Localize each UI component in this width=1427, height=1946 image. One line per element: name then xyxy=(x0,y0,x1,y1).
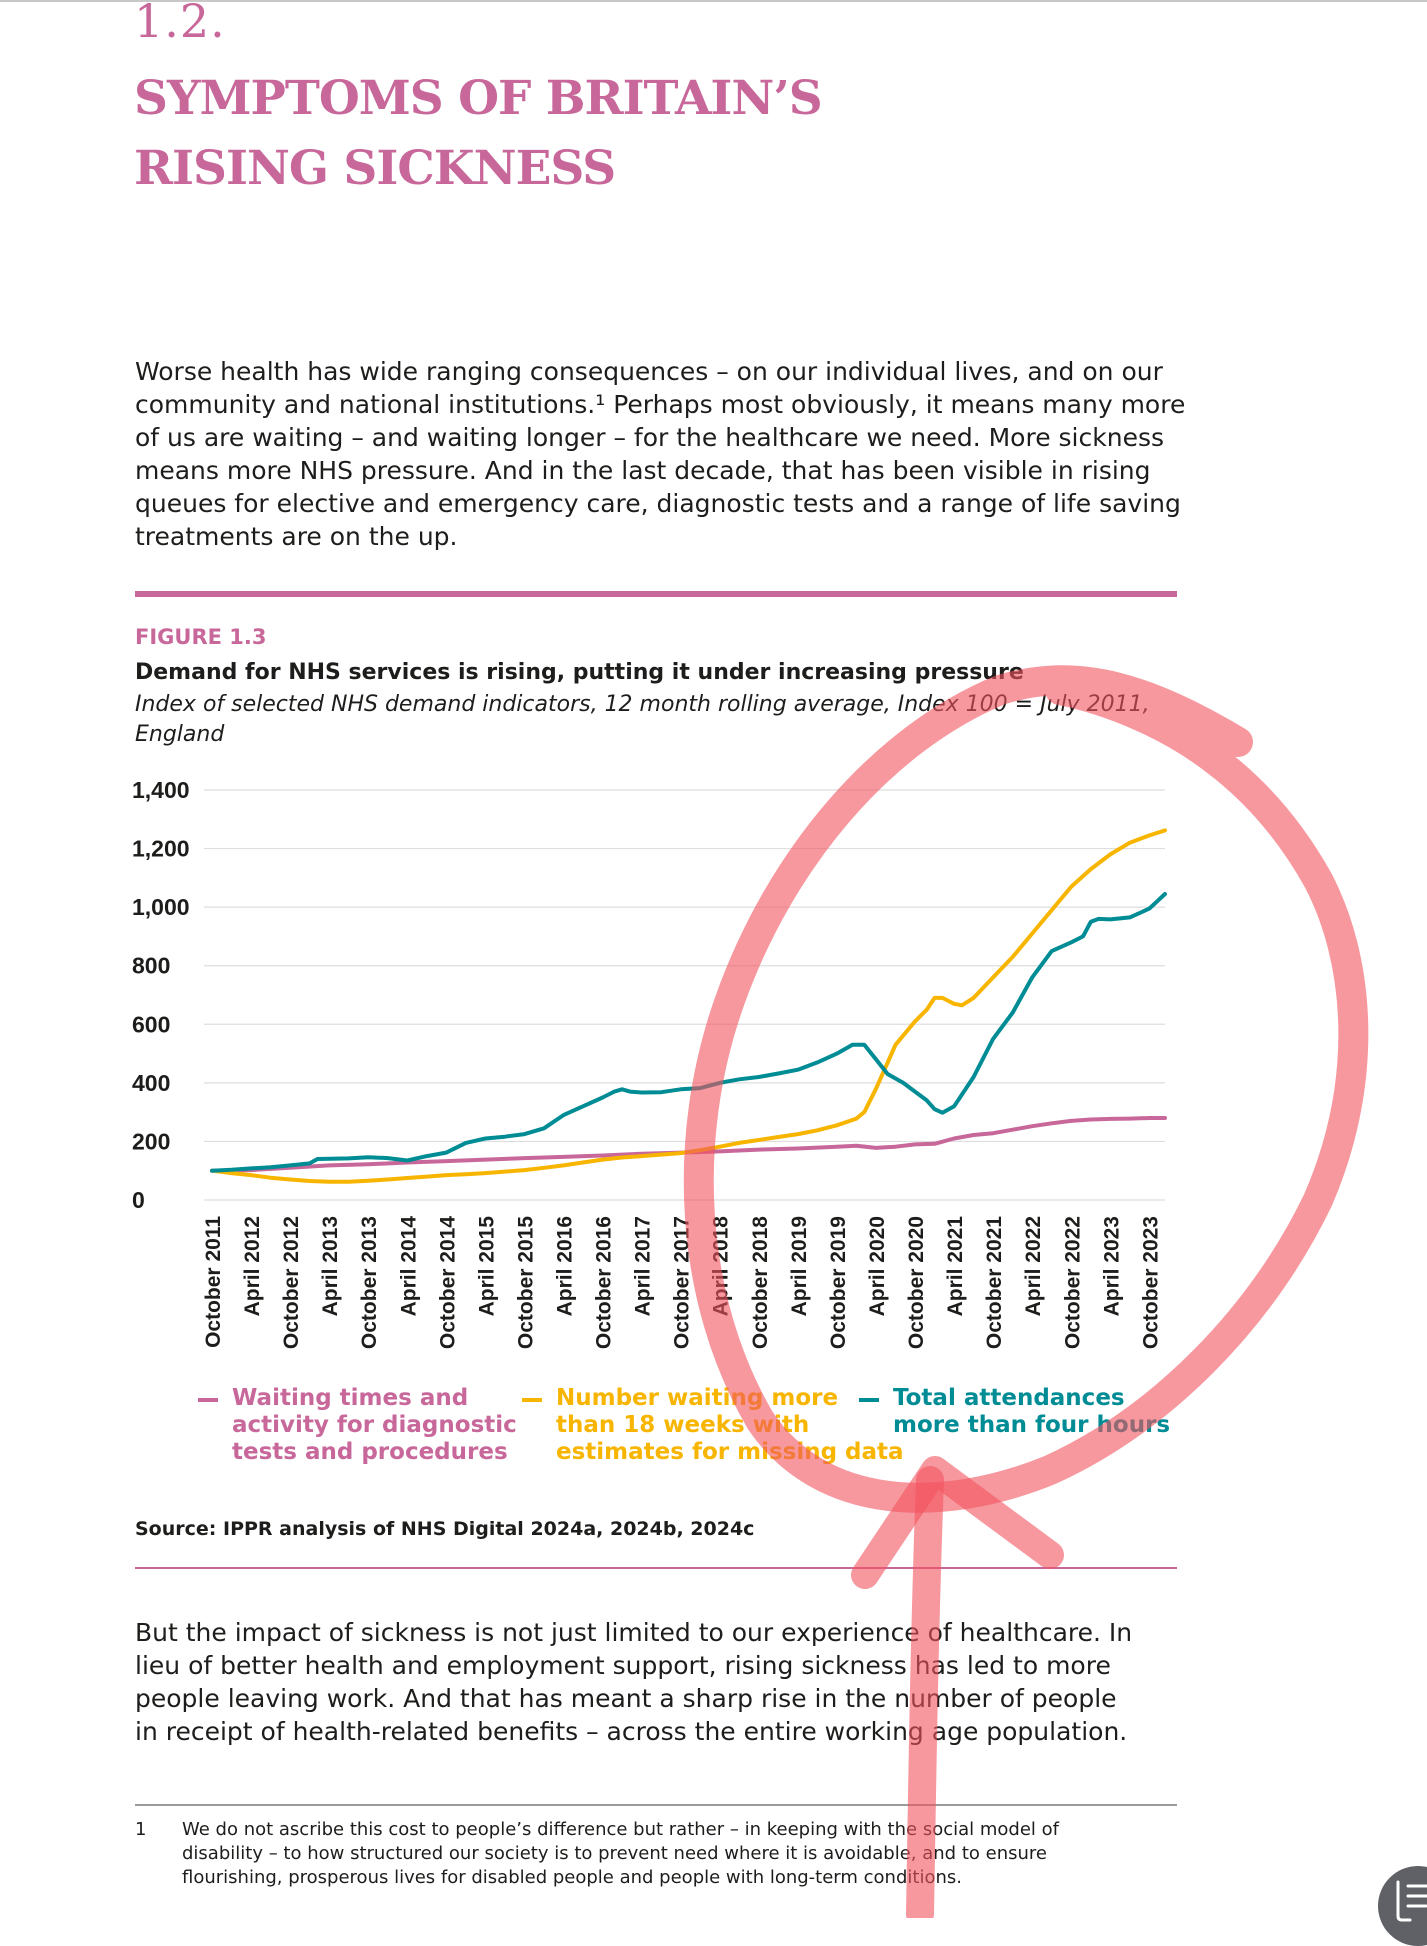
legend-text: Waiting times and xyxy=(232,1385,469,1411)
y-tick-label: 400 xyxy=(132,1069,171,1096)
intro-line: treatments are on the up. xyxy=(135,522,458,551)
section-title xyxy=(134,64,822,204)
legend-text: than 18 weeks with xyxy=(556,1412,810,1438)
x-tick-label: October 2011 xyxy=(202,1216,225,1348)
y-tick-label: 200 xyxy=(132,1128,171,1155)
figure-subtitle-line: Index of selected NHS demand indicators, 12 month rolling average, Index 100 = July 2011, xyxy=(135,692,1150,717)
y-tick-label: 600 xyxy=(132,1011,171,1038)
x-tick-label: April 2020 xyxy=(865,1216,889,1317)
footnote-line: flourishing, prosperous lives for disabled people and people with long-term conditions. xyxy=(182,1867,962,1888)
footnote-line: disability – to how structured our society is to prevent need where it is avoidable, and to ensure xyxy=(182,1843,1047,1864)
x-tick-label: October 2022 xyxy=(1061,1216,1085,1350)
section-number: 1.2. xyxy=(134,0,226,48)
legend-text: more than four hours xyxy=(893,1412,1171,1438)
x-tick-label: April 2019 xyxy=(787,1216,811,1317)
annotation-arrow-head xyxy=(865,1470,1050,1575)
outro-line: in receipt of health-related benefits – across the entire working age population. xyxy=(135,1717,1128,1746)
legend-text: Total attendances xyxy=(893,1385,1125,1411)
intro-line: queues for elective and emergency care, diagnostic tests and a range of life saving xyxy=(135,489,1181,518)
y-tick-label: 0 xyxy=(132,1187,145,1213)
list-icon xyxy=(1390,1876,1427,1926)
outro-line: people leaving work. And that has meant a sharp rise in the number of people xyxy=(135,1684,1117,1713)
figure-top-rule xyxy=(135,591,1177,597)
y-tick-label: 800 xyxy=(132,952,171,979)
legend-swatch-diagnostic xyxy=(198,1398,218,1402)
section-title-line-2: RISING SICKNESS xyxy=(134,141,616,196)
intro-line: Worse health has wide ranging consequences – on our individual lives, and on our xyxy=(135,357,1163,386)
floating-menu-button[interactable] xyxy=(1378,1866,1427,1946)
x-tick-label: October 2018 xyxy=(748,1216,772,1350)
intro-line: of us are waiting – and waiting longer – for the healthcare we need. More sickness xyxy=(135,423,1165,452)
x-tick-label: October 2012 xyxy=(280,1216,304,1350)
x-tick-label: October 2020 xyxy=(905,1216,929,1350)
x-tick-label: October 2021 xyxy=(983,1216,1007,1350)
legend-swatch-attendances xyxy=(859,1398,879,1402)
x-tick-label: April 2022 xyxy=(1022,1216,1046,1317)
x-tick-label: October 2015 xyxy=(514,1216,538,1350)
intro-line: means more NHS pressure. And in the last decade, that has been visible in rising xyxy=(135,456,1151,485)
x-tick-label: October 2014 xyxy=(436,1216,460,1350)
legend-text: estimates for missing data xyxy=(556,1439,904,1465)
figure-subtitle xyxy=(135,690,1150,750)
outro-paragraph xyxy=(135,1616,1132,1748)
x-tick-label: April 2012 xyxy=(241,1216,265,1317)
series-line-diagnostic xyxy=(212,1118,1165,1171)
footnote-rule xyxy=(135,1804,1177,1806)
x-tick-label: April 2017 xyxy=(631,1216,655,1317)
legend-text: activity for diagnostic xyxy=(232,1412,517,1438)
intro-paragraph xyxy=(135,355,1185,553)
intro-line: community and national institutions.¹ Perhaps most obviously, it means many more xyxy=(135,390,1186,419)
footnote-line: We do not ascribe this cost to people’s difference but rather – in keeping with the social model of xyxy=(182,1819,1059,1840)
x-tick-label: April 2018 xyxy=(709,1216,733,1317)
x-tick-label: April 2023 xyxy=(1100,1216,1124,1317)
x-tick-label: April 2016 xyxy=(553,1216,577,1317)
figure-label: FIGURE 1.3 xyxy=(135,625,267,649)
outro-line: lieu of better health and employment support, rising sickness has led to more xyxy=(135,1651,1111,1680)
legend-text: tests and procedures xyxy=(232,1439,508,1465)
outro-line: But the impact of sickness is not just limited to our experience of healthcare. In xyxy=(135,1618,1133,1647)
footnote-number: 1 xyxy=(135,1819,147,1840)
y-tick-label: 1,000 xyxy=(132,894,190,921)
x-tick-label: October 2017 xyxy=(670,1216,694,1350)
legend-swatch-waiting xyxy=(522,1398,542,1402)
y-tick-label: 1,400 xyxy=(132,777,190,803)
legend-text: Number waiting more xyxy=(556,1385,839,1411)
x-tick-label: April 2015 xyxy=(475,1216,499,1317)
line-chart xyxy=(120,770,1190,1380)
x-tick-label: April 2021 xyxy=(944,1216,968,1317)
x-tick-label: April 2014 xyxy=(397,1216,421,1317)
x-tick-label: October 2023 xyxy=(1139,1216,1163,1350)
x-tick-label: October 2016 xyxy=(592,1216,616,1350)
figure-title: Demand for NHS services is rising, putting it under increasing pressure xyxy=(135,660,1024,685)
section-title-line-1: SYMPTOMS OF BRITAIN’S xyxy=(134,71,822,126)
x-tick-label: October 2013 xyxy=(358,1216,382,1350)
y-tick-label: 1,200 xyxy=(132,835,190,862)
x-tick-label: October 2019 xyxy=(826,1216,850,1350)
x-tick-label: April 2013 xyxy=(319,1216,343,1317)
figure-source: Source: IPPR analysis of NHS Digital 2024a, 2024b, 2024c xyxy=(135,1518,755,1540)
figure-subtitle-line: England xyxy=(135,722,225,747)
figure-bottom-rule xyxy=(135,1567,1177,1569)
